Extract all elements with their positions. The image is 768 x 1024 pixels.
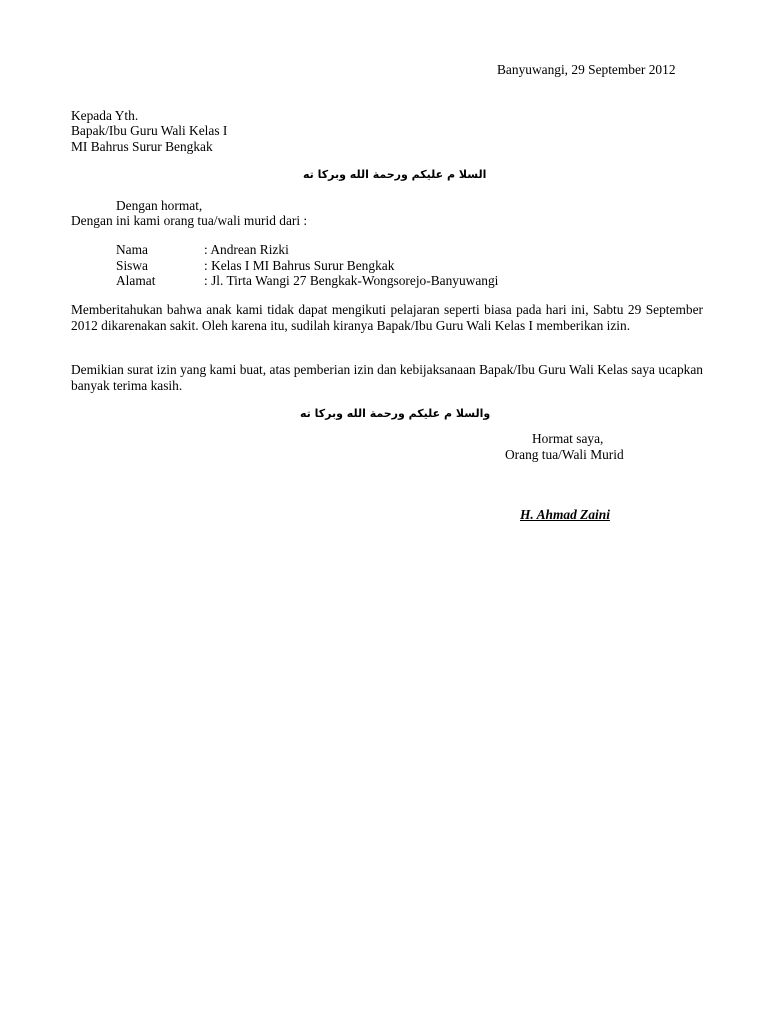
closing-paragraph: Demikian surat izin yang kami buat, atas pemberian izin dan kebijaksanaan Bapak/Ibu Guru Wali Kelas saya ucapkan banyak terima kasih. — [71, 362, 703, 393]
nama-value: : Andrean Rizki — [204, 242, 289, 257]
alamat-value: : Jl. Tirta Wangi 27 Bengkak-Wongsorejo-Banyuwangi — [204, 273, 499, 288]
student-name-row — [116, 242, 289, 258]
recipient-line-2: Bapak/Ibu Guru Wali Kelas I — [71, 123, 228, 138]
place-date: Banyuwangi, 29 September 2012 — [497, 62, 676, 77]
body-paragraph: Memberitahukan bahwa anak kami tidak dapat mengikuti pelajaran seperti biasa pada hari ini, Sabtu 29 September 2012 dikarenakan sakit. Oleh karena itu, sudilah kiranya Bapak/Ibu Guru Wali Kelas I memberikan izin. — [71, 302, 703, 333]
siswa-value: : Kelas I MI Bahrus Surur Bengkak — [204, 258, 395, 273]
signatory-name: H. Ahmad Zaini — [520, 507, 610, 522]
recipient-line-3: MI Bahrus Surur Bengkak — [71, 139, 213, 154]
siswa-label: Siswa — [116, 258, 148, 273]
salam-opening: السلا م عليكم ورحمة الله وبركا ته — [303, 168, 487, 181]
student-address-row — [116, 273, 498, 289]
greeting: Dengan hormat, — [116, 198, 203, 213]
recipient-line-1: Kepada Yth. — [71, 108, 139, 123]
salam-closing: والسلا م عليكم ورحمة الله وبركا ته — [300, 407, 491, 420]
signoff-line-2: Orang tua/Wali Murid — [505, 447, 624, 462]
intro-line: Dengan ini kami orang tua/wali murid dari : — [71, 213, 308, 228]
alamat-label: Alamat — [116, 273, 156, 288]
student-class-row — [116, 258, 394, 274]
nama-label: Nama — [116, 242, 148, 257]
signoff-line-1: Hormat saya, — [532, 431, 604, 446]
